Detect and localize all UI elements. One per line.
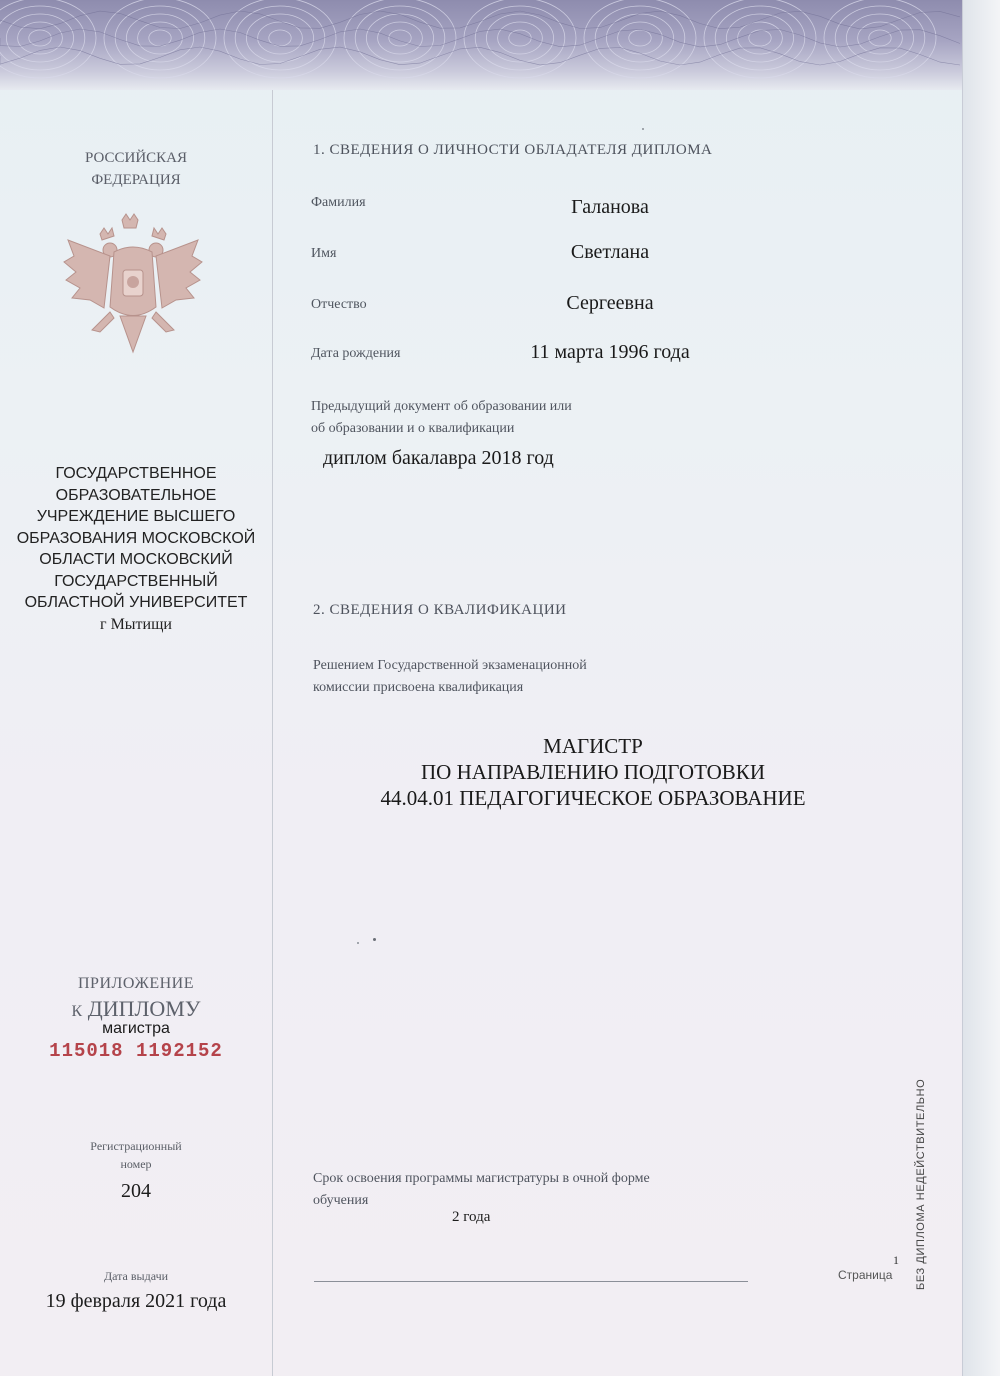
section-1-heading: 1. СВЕДЕНИЯ О ЛИЧНОСТИ ОБЛАДАТЕЛЯ ДИПЛОМА <box>313 142 713 158</box>
country-line-1: РОССИЙСКАЯ <box>84 150 188 166</box>
appendix-diploma: ДИПЛОМУ <box>87 996 201 1021</box>
org-line-2: ОБРАЗОВАТЕЛЬНОЕ <box>55 486 217 504</box>
left-column <box>0 0 272 1376</box>
country-line-2: ФЕДЕРАЦИЯ <box>91 172 181 188</box>
surname-label: Фамилия <box>311 195 366 210</box>
study-term-line-1: Срок освоения программы магистратуры в очной форме <box>313 1171 650 1186</box>
org-line-7: ОБЛАСТНОЙ УНИВЕРСИТЕТ <box>24 594 248 611</box>
patronymic-label: Отчество <box>311 297 367 312</box>
registration-label-line-1: Регистрационный <box>90 1139 182 1153</box>
name-label: Имя <box>311 246 337 261</box>
fold-line <box>272 90 273 1376</box>
page-number: 1 <box>893 1253 899 1267</box>
qualification <box>293 733 893 811</box>
validity-note: БЕЗ ДИПЛОМА НЕДЕЙСТВИТЕЛЬНО <box>915 1078 927 1290</box>
issue-date: 19 февраля 2021 года <box>45 1290 227 1312</box>
appendix-title: ПРИЛОЖЕНИЕ <box>77 975 194 992</box>
bottom-rule <box>314 1281 748 1282</box>
qualification-line-3: 44.04.01 ПЕДАГОГИЧЕСКОЕ ОБРАЗОВАНИЕ <box>380 786 806 810</box>
registration-label <box>0 1137 272 1173</box>
decision-line-2: комиссии присвоена квалификация <box>313 680 524 695</box>
study-term-line-2: обучения <box>313 1193 369 1208</box>
speck <box>373 938 376 941</box>
page-edge <box>962 0 1000 1376</box>
birth-date-value: 11 марта 1996 года <box>530 341 690 363</box>
decision-line-1: Решением Государственной экзаменационной <box>313 658 587 673</box>
speck <box>357 942 359 944</box>
speck <box>642 128 644 130</box>
previous-document-label-line-1: Предыдущий документ об образовании или <box>311 399 572 414</box>
org-line-1: ГОСУДАРСТВЕННОЕ <box>55 465 217 482</box>
name-value: Светлана <box>570 241 650 263</box>
surname-value: Галанова <box>571 196 649 218</box>
decision-text <box>313 655 587 699</box>
issue-date-label: Дата выдачи <box>103 1269 169 1283</box>
org-line-3: УЧРЕЖДЕНИЕ ВЫСШЕГО <box>36 508 236 525</box>
country-name <box>0 147 272 191</box>
registration-label-line-2: номер <box>120 1157 152 1171</box>
organization-name <box>0 463 272 635</box>
registration-number: 204 <box>121 1180 151 1202</box>
previous-document-label-line-2: об образовании и о квалификации <box>311 421 515 436</box>
section-2-heading: 2. СВЕДЕНИЯ О КВАЛИФИКАЦИИ <box>313 602 567 618</box>
previous-document-value: диплом бакалавра 2018 год <box>323 447 554 469</box>
org-line-4: ОБРАЗОВАНИЯ МОСКОВСКОЙ <box>16 529 256 547</box>
patronymic-value: Сергеевна <box>566 292 654 314</box>
qualification-line-2: ПО НАПРАВЛЕНИЮ ПОДГОТОВКИ <box>421 760 765 784</box>
org-city: г Мытищи <box>100 615 172 633</box>
org-line-6: ГОСУДАРСТВЕННЫЙ <box>54 572 218 590</box>
qualification-line-1: МАГИСТР <box>543 734 643 758</box>
birth-date-label: Дата рождения <box>311 346 401 361</box>
degree-label: магистра <box>102 1020 170 1037</box>
serial-number: 115018 1192152 <box>49 1040 223 1062</box>
appendix-to-diploma <box>0 996 272 1022</box>
previous-document-label <box>311 396 572 440</box>
page-label: Страница <box>838 1268 893 1282</box>
coat-of-arms-icon <box>60 212 206 362</box>
study-term-text <box>313 1168 743 1212</box>
study-term-value: 2 года <box>452 1209 491 1225</box>
org-line-5: ОБЛАСТИ МОСКОВСКИЙ <box>39 551 233 568</box>
appendix-k: К <box>71 1003 83 1020</box>
